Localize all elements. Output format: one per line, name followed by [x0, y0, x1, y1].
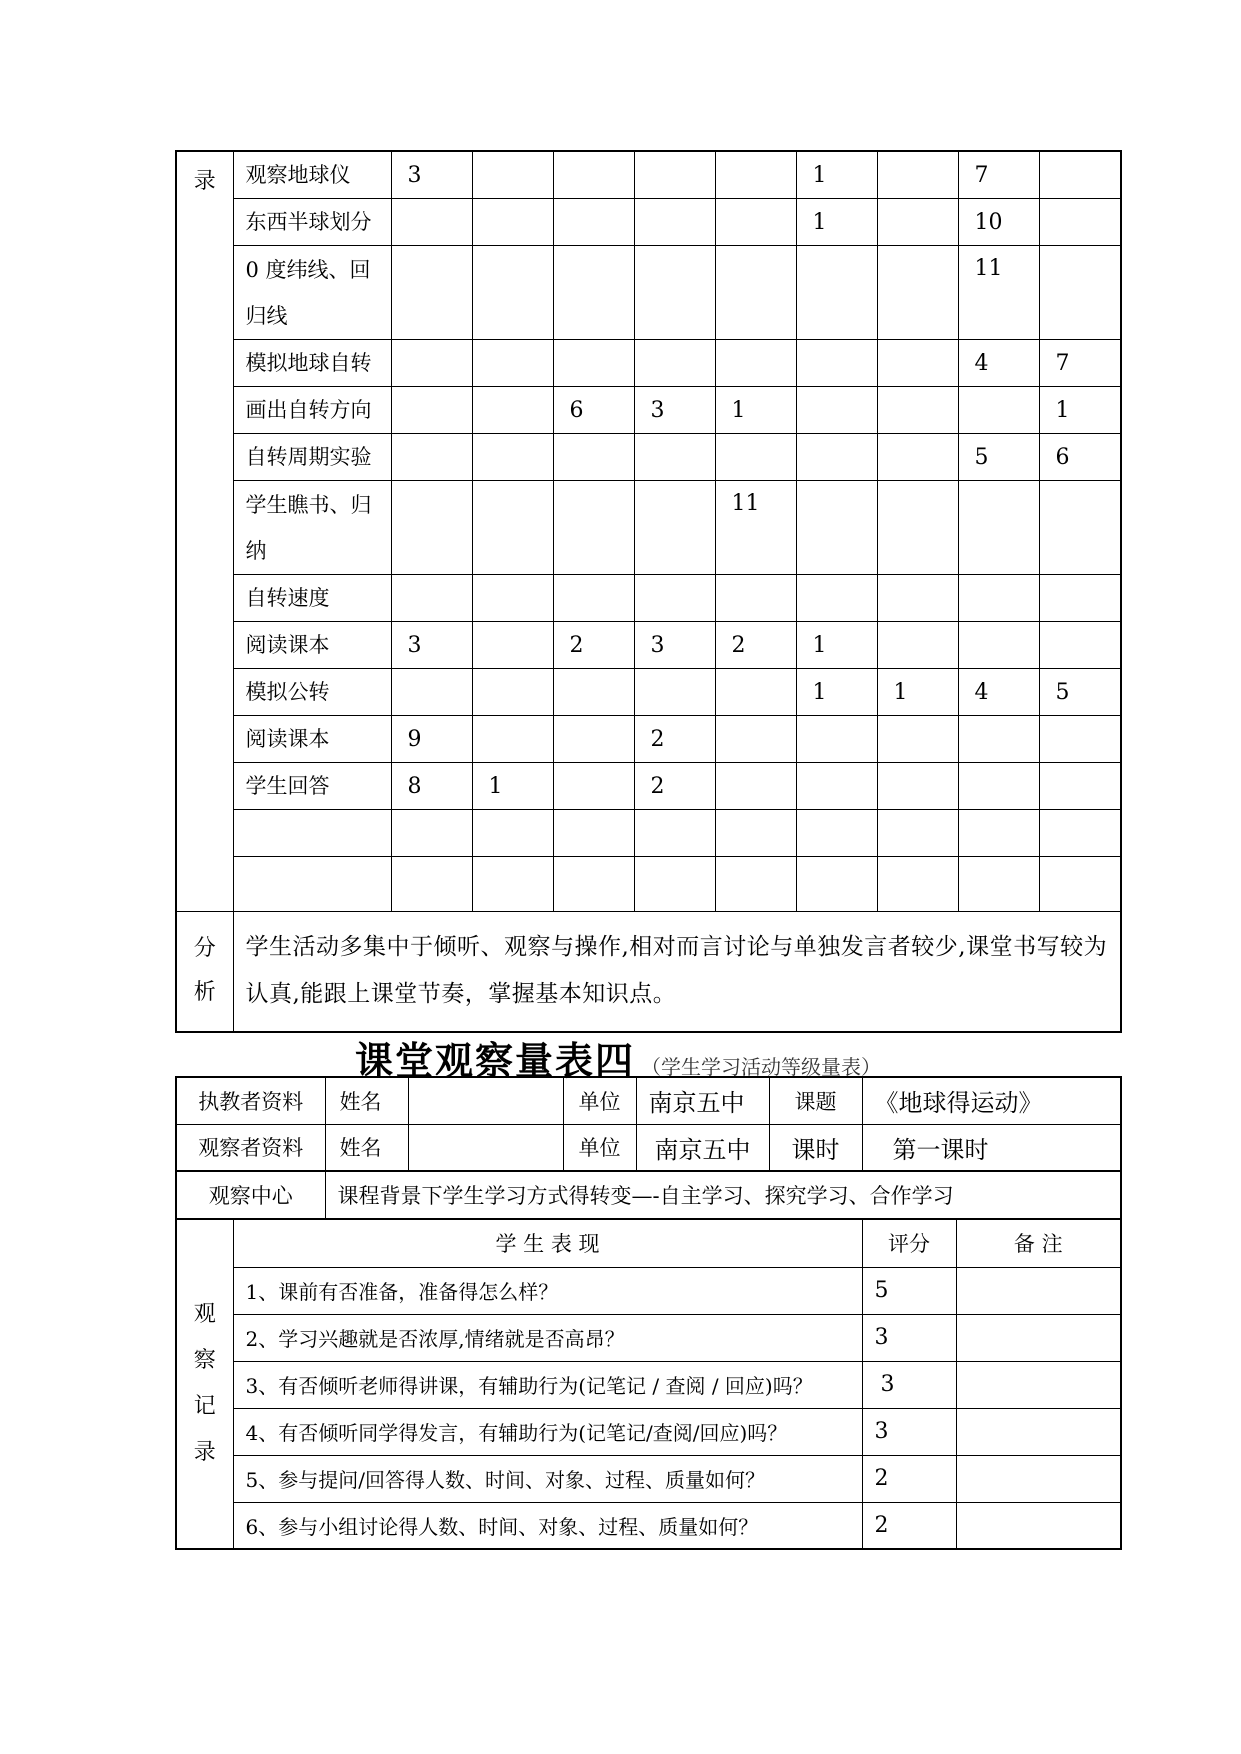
activity-count	[1039, 199, 1121, 246]
activity-count	[1039, 246, 1121, 340]
activity-count	[877, 622, 958, 669]
activity-name: 东西半球划分	[233, 199, 391, 246]
activity-count	[634, 669, 715, 716]
activity-count	[877, 387, 958, 434]
scale-note	[956, 1267, 1121, 1314]
activity-count: 1	[796, 199, 877, 246]
activity-count	[796, 434, 877, 481]
scale-note	[956, 1502, 1121, 1549]
activity-count: 6	[553, 387, 634, 434]
scale-note	[956, 1314, 1121, 1361]
activity-count	[634, 481, 715, 575]
activity-count	[877, 246, 958, 340]
activity-name: 学生回答	[233, 763, 391, 810]
activity-count	[715, 151, 796, 199]
activity-count	[391, 199, 472, 246]
teacher-unit-label: 单位	[563, 1077, 636, 1124]
activity-count: 9	[391, 716, 472, 763]
activity-count	[958, 857, 1039, 912]
activity-count	[715, 246, 796, 340]
activity-count	[958, 810, 1039, 857]
scale-subtitle: （学生学习活动等级量表）	[641, 1055, 882, 1079]
activity-count	[472, 199, 553, 246]
activity-count: 2	[634, 716, 715, 763]
activity-count	[796, 340, 877, 387]
activity-count	[877, 810, 958, 857]
activity-count	[472, 151, 553, 199]
activity-count	[391, 810, 472, 857]
activity-count	[958, 481, 1039, 575]
scale-note	[956, 1455, 1121, 1502]
activity-count	[472, 340, 553, 387]
activity-count	[796, 716, 877, 763]
observer-info-label: 观察者资料	[176, 1124, 325, 1171]
analysis-text: 学生活动多集中于倾听、观察与操作,相对而言讨论与单独发言者较少,课堂书写较为认真,能跟上课堂节奏，掌握基本知识点。	[233, 912, 1121, 1032]
activity-name	[233, 810, 391, 857]
teacher-name-value	[408, 1077, 563, 1124]
activity-count	[391, 575, 472, 622]
scale-score: 3	[862, 1314, 956, 1361]
note-header: 备 注	[956, 1219, 1121, 1267]
scale-score: 2	[862, 1502, 956, 1549]
activity-count	[958, 763, 1039, 810]
activity-count	[877, 857, 958, 912]
activity-count: 3	[391, 622, 472, 669]
activity-count	[472, 716, 553, 763]
analysis-label: 分 析	[176, 912, 233, 1032]
activity-name: 模拟地球自转	[233, 340, 391, 387]
activity-count	[391, 434, 472, 481]
scale-note	[956, 1361, 1121, 1408]
activity-count	[715, 669, 796, 716]
activity-count	[472, 857, 553, 912]
activity-count	[715, 810, 796, 857]
activity-name	[233, 857, 391, 912]
scale-score: 5	[862, 1267, 956, 1314]
activity-count	[715, 857, 796, 912]
activity-count	[796, 481, 877, 575]
scale-item: 1、课前有否准备，准备得怎么样？	[233, 1267, 862, 1314]
activity-count	[796, 810, 877, 857]
focus-label: 观察中心	[176, 1171, 325, 1219]
activity-count	[877, 340, 958, 387]
performance-header: 学 生 表 现	[233, 1219, 862, 1267]
activity-name: 阅读课本	[233, 622, 391, 669]
activity-count: 5	[1039, 669, 1121, 716]
activity-count	[796, 575, 877, 622]
activity-count	[553, 575, 634, 622]
focus-value: 课程背景下学生学习方式得转变—-自主学习、探究学习、合作学习	[325, 1171, 1121, 1219]
activity-record-table	[175, 150, 1122, 1033]
scale-item: 2、学习兴趣就是否浓厚,情绪就是否高昂？	[233, 1314, 862, 1361]
scale-item: 4、有否倾听同学得发言，有辅助行为(记笔记/查阅/回应)吗？	[233, 1408, 862, 1455]
activity-count	[1039, 857, 1121, 912]
activity-count: 11	[715, 481, 796, 575]
activity-count	[715, 716, 796, 763]
activity-count	[553, 151, 634, 199]
activity-count	[877, 575, 958, 622]
topic-label: 课题	[769, 1077, 862, 1124]
activity-count: 10	[958, 199, 1039, 246]
activity-count	[472, 387, 553, 434]
activity-count	[553, 199, 634, 246]
activity-count	[1039, 763, 1121, 810]
activity-count: 1	[472, 763, 553, 810]
activity-count: 2	[553, 622, 634, 669]
activity-count	[715, 199, 796, 246]
record-side-label: 录	[176, 151, 233, 912]
activity-count	[472, 622, 553, 669]
activity-count	[1039, 716, 1121, 763]
activity-count: 11	[958, 246, 1039, 340]
activity-name: 模拟公转	[233, 669, 391, 716]
activity-count	[634, 575, 715, 622]
scale-item: 5、参与提问/回答得人数、时间、对象、过程、质量如何？	[233, 1455, 862, 1502]
activity-name: 自转周期实验	[233, 434, 391, 481]
activity-count	[796, 246, 877, 340]
activity-count: 2	[634, 763, 715, 810]
observer-name-label: 姓名	[325, 1124, 408, 1171]
teacher-unit-value: 南京五中	[636, 1077, 769, 1124]
scale-title: 课堂观察量表四 （学生学习活动等级量表）	[355, 1038, 882, 1083]
scale-item: 3、有否倾听老师得讲课，有辅助行为(记笔记 / 查阅 / 回应)吗？	[233, 1361, 862, 1408]
activity-count: 4	[958, 340, 1039, 387]
activity-count	[472, 575, 553, 622]
activity-count	[958, 622, 1039, 669]
scale-score: 3	[862, 1361, 956, 1408]
activity-count	[1039, 151, 1121, 199]
activity-count: 3	[634, 622, 715, 669]
activity-count: 5	[958, 434, 1039, 481]
activity-count	[715, 434, 796, 481]
score-header: 评分	[862, 1219, 956, 1267]
observer-unit-label: 单位	[563, 1124, 636, 1171]
activity-name: 观察地球仪	[233, 151, 391, 199]
activity-count	[715, 763, 796, 810]
activity-count	[634, 810, 715, 857]
topic-value: 《地球得运动》	[862, 1077, 1121, 1124]
activity-count	[391, 857, 472, 912]
activity-count	[391, 481, 472, 575]
teacher-name-label: 姓名	[325, 1077, 408, 1124]
activity-count	[553, 434, 634, 481]
activity-name: 自转速度	[233, 575, 391, 622]
activity-count	[472, 434, 553, 481]
observation-scale-table	[175, 1076, 1122, 1550]
activity-count	[1039, 481, 1121, 575]
activity-count	[391, 340, 472, 387]
activity-count: 3	[391, 151, 472, 199]
activity-count	[634, 246, 715, 340]
activity-count	[877, 199, 958, 246]
activity-count	[472, 246, 553, 340]
activity-count	[877, 434, 958, 481]
activity-count: 8	[391, 763, 472, 810]
activity-count	[553, 763, 634, 810]
period-label: 课时	[769, 1124, 862, 1171]
activity-name: 学生瞧书、归纳	[233, 481, 391, 575]
record-label: 观 察 记 录	[176, 1219, 233, 1549]
activity-count	[877, 763, 958, 810]
activity-count: 1	[877, 669, 958, 716]
activity-count	[472, 481, 553, 575]
observer-name-value	[408, 1124, 563, 1171]
activity-count	[958, 575, 1039, 622]
activity-count: 1	[1039, 387, 1121, 434]
scale-item: 6、参与小组讨论得人数、时间、对象、过程、质量如何？	[233, 1502, 862, 1549]
activity-name: 0 度纬线、回归线	[233, 246, 391, 340]
activity-count	[391, 669, 472, 716]
period-value: 第一课时	[862, 1124, 1121, 1171]
activity-count	[1039, 810, 1121, 857]
activity-count	[715, 575, 796, 622]
activity-count: 7	[958, 151, 1039, 199]
activity-count: 1	[796, 151, 877, 199]
activity-count	[796, 387, 877, 434]
activity-count	[472, 810, 553, 857]
scale-score: 2	[862, 1455, 956, 1502]
activity-count	[553, 810, 634, 857]
activity-count	[634, 151, 715, 199]
scale-score: 3	[862, 1408, 956, 1455]
activity-count	[958, 387, 1039, 434]
activity-count	[877, 716, 958, 763]
teacher-info-label: 执教者资料	[176, 1077, 325, 1124]
activity-count: 3	[634, 387, 715, 434]
activity-count	[877, 481, 958, 575]
activity-count: 4	[958, 669, 1039, 716]
activity-count: 1	[796, 622, 877, 669]
activity-count	[634, 857, 715, 912]
activity-count	[553, 340, 634, 387]
activity-count	[634, 434, 715, 481]
scale-note	[956, 1408, 1121, 1455]
activity-count: 1	[715, 387, 796, 434]
activity-count	[553, 716, 634, 763]
activity-count	[958, 716, 1039, 763]
activity-count	[553, 246, 634, 340]
activity-count	[553, 481, 634, 575]
activity-count: 7	[1039, 340, 1121, 387]
activity-count	[715, 340, 796, 387]
activity-name: 阅读课本	[233, 716, 391, 763]
activity-count	[796, 857, 877, 912]
activity-count	[391, 387, 472, 434]
activity-name: 画出自转方向	[233, 387, 391, 434]
activity-count	[1039, 575, 1121, 622]
activity-count	[553, 669, 634, 716]
observer-unit-value: 南京五中	[636, 1124, 769, 1171]
activity-count	[796, 763, 877, 810]
activity-count	[877, 151, 958, 199]
activity-count	[553, 857, 634, 912]
activity-count: 6	[1039, 434, 1121, 481]
activity-count	[391, 246, 472, 340]
activity-count: 1	[796, 669, 877, 716]
activity-count	[634, 199, 715, 246]
activity-count	[472, 669, 553, 716]
activity-count	[1039, 622, 1121, 669]
activity-count: 2	[715, 622, 796, 669]
activity-count	[634, 340, 715, 387]
